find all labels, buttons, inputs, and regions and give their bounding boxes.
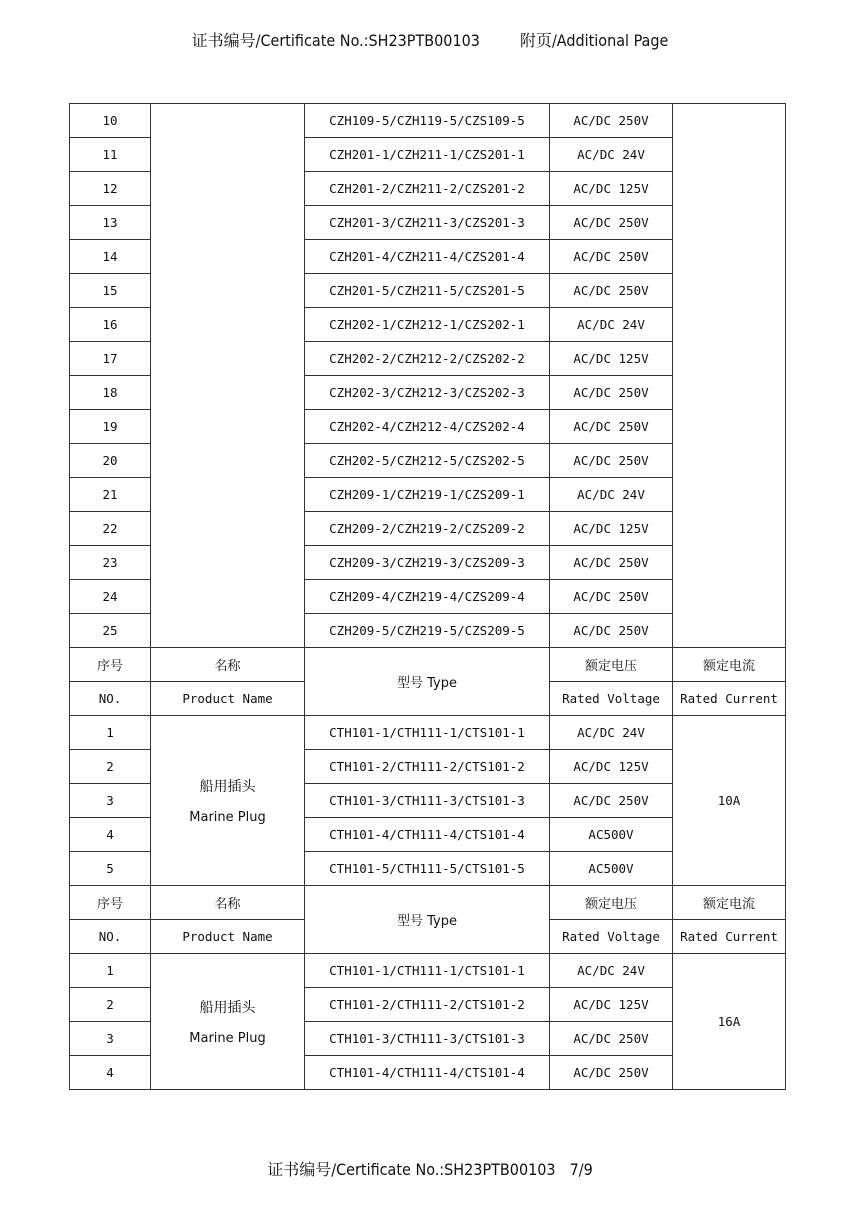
type-cell: CZH109-5/CZH119-5/CZS109-5 — [305, 104, 550, 138]
voltage-cell: AC500V — [550, 818, 673, 852]
table-header-row — [70, 886, 786, 920]
page-header — [0, 28, 860, 51]
type-cell: CZH209-4/CZH219-4/CZS209-4 — [305, 580, 550, 614]
type-cell: CZH202-1/CZH212-1/CZS202-1 — [305, 308, 550, 342]
header-no-cn: 序号 — [70, 886, 151, 920]
table-row — [70, 716, 786, 750]
header-voltage-cn: 额定电压 — [550, 648, 673, 682]
row-number: 10 — [70, 104, 151, 138]
header-current-en: Rated Current — [673, 920, 786, 954]
row-number: 1 — [70, 716, 151, 750]
product-name-cell — [151, 104, 305, 648]
row-number: 16 — [70, 308, 151, 342]
voltage-cell: AC500V — [550, 852, 673, 886]
voltage-cell: AC/DC 250V — [550, 274, 673, 308]
table-header-row — [70, 648, 786, 682]
header-voltage-en: Rated Voltage — [550, 920, 673, 954]
voltage-cell: AC/DC 24V — [550, 478, 673, 512]
header-name-cn: 名称 — [151, 648, 305, 682]
type-cell: CTH101-4/CTH111-4/CTS101-4 — [305, 818, 550, 852]
row-number: 23 — [70, 546, 151, 580]
voltage-cell: AC/DC 24V — [550, 716, 673, 750]
voltage-cell: AC/DC 250V — [550, 104, 673, 138]
row-number: 2 — [70, 750, 151, 784]
type-cell: CZH202-2/CZH212-2/CZS202-2 — [305, 342, 550, 376]
product-name-cell — [151, 954, 305, 1090]
page-footer — [0, 1157, 860, 1180]
type-cell: CTH101-1/CTH111-1/CTS101-1 — [305, 716, 550, 750]
header-no-en: NO. — [70, 682, 151, 716]
header-no-en: NO. — [70, 920, 151, 954]
row-number: 18 — [70, 376, 151, 410]
voltage-cell: AC/DC 125V — [550, 988, 673, 1022]
header-no-cn: 序号 — [70, 648, 151, 682]
type-cell: CTH101-2/CTH111-2/CTS101-2 — [305, 988, 550, 1022]
type-cell: CZH201-1/CZH211-1/CZS201-1 — [305, 138, 550, 172]
voltage-cell: AC/DC 125V — [550, 172, 673, 206]
header-name-en: Product Name — [151, 920, 305, 954]
header-name-en: Product Name — [151, 682, 305, 716]
header-type: 型号 Type — [305, 648, 550, 716]
header-name-cn: 名称 — [151, 886, 305, 920]
type-cell: CTH101-2/CTH111-2/CTS101-2 — [305, 750, 550, 784]
voltage-cell: AC/DC 250V — [550, 784, 673, 818]
voltage-cell: AC/DC 125V — [550, 342, 673, 376]
voltage-cell: AC/DC 250V — [550, 546, 673, 580]
type-cell: CZH202-5/CZH212-5/CZS202-5 — [305, 444, 550, 478]
voltage-cell: AC/DC 250V — [550, 1022, 673, 1056]
voltage-cell: AC/DC 250V — [550, 240, 673, 274]
voltage-cell: AC/DC 250V — [550, 376, 673, 410]
row-number: 25 — [70, 614, 151, 648]
row-number: 3 — [70, 784, 151, 818]
product-name-cell — [151, 716, 305, 886]
footer-page-number: 7/9 — [569, 1160, 593, 1179]
row-number: 24 — [70, 580, 151, 614]
row-number: 5 — [70, 852, 151, 886]
table-row — [70, 954, 786, 988]
voltage-cell: AC/DC 250V — [550, 580, 673, 614]
certificate-table — [69, 103, 786, 1090]
type-cell: CZH201-2/CZH211-2/CZS201-2 — [305, 172, 550, 206]
header-type: 型号 Type — [305, 886, 550, 954]
row-number: 19 — [70, 410, 151, 444]
row-number: 4 — [70, 818, 151, 852]
rated-current-cell: 16A — [673, 954, 786, 1090]
product-name-en: Marine Plug — [189, 810, 266, 825]
header-current-en: Rated Current — [673, 682, 786, 716]
type-cell: CZH201-5/CZH211-5/CZS201-5 — [305, 274, 550, 308]
voltage-cell: AC/DC 250V — [550, 206, 673, 240]
type-cell: CTH101-3/CTH111-3/CTS101-3 — [305, 1022, 550, 1056]
row-number: 20 — [70, 444, 151, 478]
type-cell: CZH209-3/CZH219-3/CZS209-3 — [305, 546, 550, 580]
rated-current-cell: 10A — [673, 716, 786, 886]
voltage-cell: AC/DC 250V — [550, 444, 673, 478]
header-current-cn: 额定电流 — [673, 886, 786, 920]
row-number: 11 — [70, 138, 151, 172]
row-number: 21 — [70, 478, 151, 512]
voltage-cell: AC/DC 24V — [550, 954, 673, 988]
voltage-cell: AC/DC 125V — [550, 750, 673, 784]
row-number: 17 — [70, 342, 151, 376]
type-cell: CZH202-3/CZH212-3/CZS202-3 — [305, 376, 550, 410]
header-additional-page: 附页/Additional Page — [519, 31, 669, 50]
row-number: 2 — [70, 988, 151, 1022]
voltage-cell: AC/DC 24V — [550, 308, 673, 342]
type-cell: CTH101-1/CTH111-1/CTS101-1 — [305, 954, 550, 988]
type-cell: CTH101-3/CTH111-3/CTS101-3 — [305, 784, 550, 818]
type-cell: CTH101-5/CTH111-5/CTS101-5 — [305, 852, 550, 886]
header-current-cn: 额定电流 — [673, 648, 786, 682]
current-cell — [673, 104, 786, 648]
product-name-cn: 船用插头 — [199, 779, 256, 795]
row-number: 3 — [70, 1022, 151, 1056]
row-number: 15 — [70, 274, 151, 308]
header-voltage-en: Rated Voltage — [550, 682, 673, 716]
type-cell: CTH101-4/CTH111-4/CTS101-4 — [305, 1056, 550, 1090]
type-cell: CZH202-4/CZH212-4/CZS202-4 — [305, 410, 550, 444]
header-certificate-no: 证书编号/Certificate No.:SH23PTB00103 — [191, 31, 480, 50]
row-number: 12 — [70, 172, 151, 206]
row-number: 14 — [70, 240, 151, 274]
row-number: 1 — [70, 954, 151, 988]
row-number: 4 — [70, 1056, 151, 1090]
product-name-cn: 船用插头 — [199, 1000, 256, 1016]
table-row — [70, 104, 786, 138]
voltage-cell: AC/DC 250V — [550, 614, 673, 648]
footer-certificate-no: 证书编号/Certificate No.:SH23PTB00103 — [267, 1160, 556, 1179]
type-cell: CZH209-2/CZH219-2/CZS209-2 — [305, 512, 550, 546]
voltage-cell: AC/DC 24V — [550, 138, 673, 172]
row-number: 22 — [70, 512, 151, 546]
product-name-en: Marine Plug — [189, 1031, 266, 1046]
voltage-cell: AC/DC 250V — [550, 1056, 673, 1090]
type-cell: CZH201-4/CZH211-4/CZS201-4 — [305, 240, 550, 274]
type-cell: CZH201-3/CZH211-3/CZS201-3 — [305, 206, 550, 240]
row-number: 13 — [70, 206, 151, 240]
voltage-cell: AC/DC 125V — [550, 512, 673, 546]
type-cell: CZH209-1/CZH219-1/CZS209-1 — [305, 478, 550, 512]
header-voltage-cn: 额定电压 — [550, 886, 673, 920]
voltage-cell: AC/DC 250V — [550, 410, 673, 444]
type-cell: CZH209-5/CZH219-5/CZS209-5 — [305, 614, 550, 648]
